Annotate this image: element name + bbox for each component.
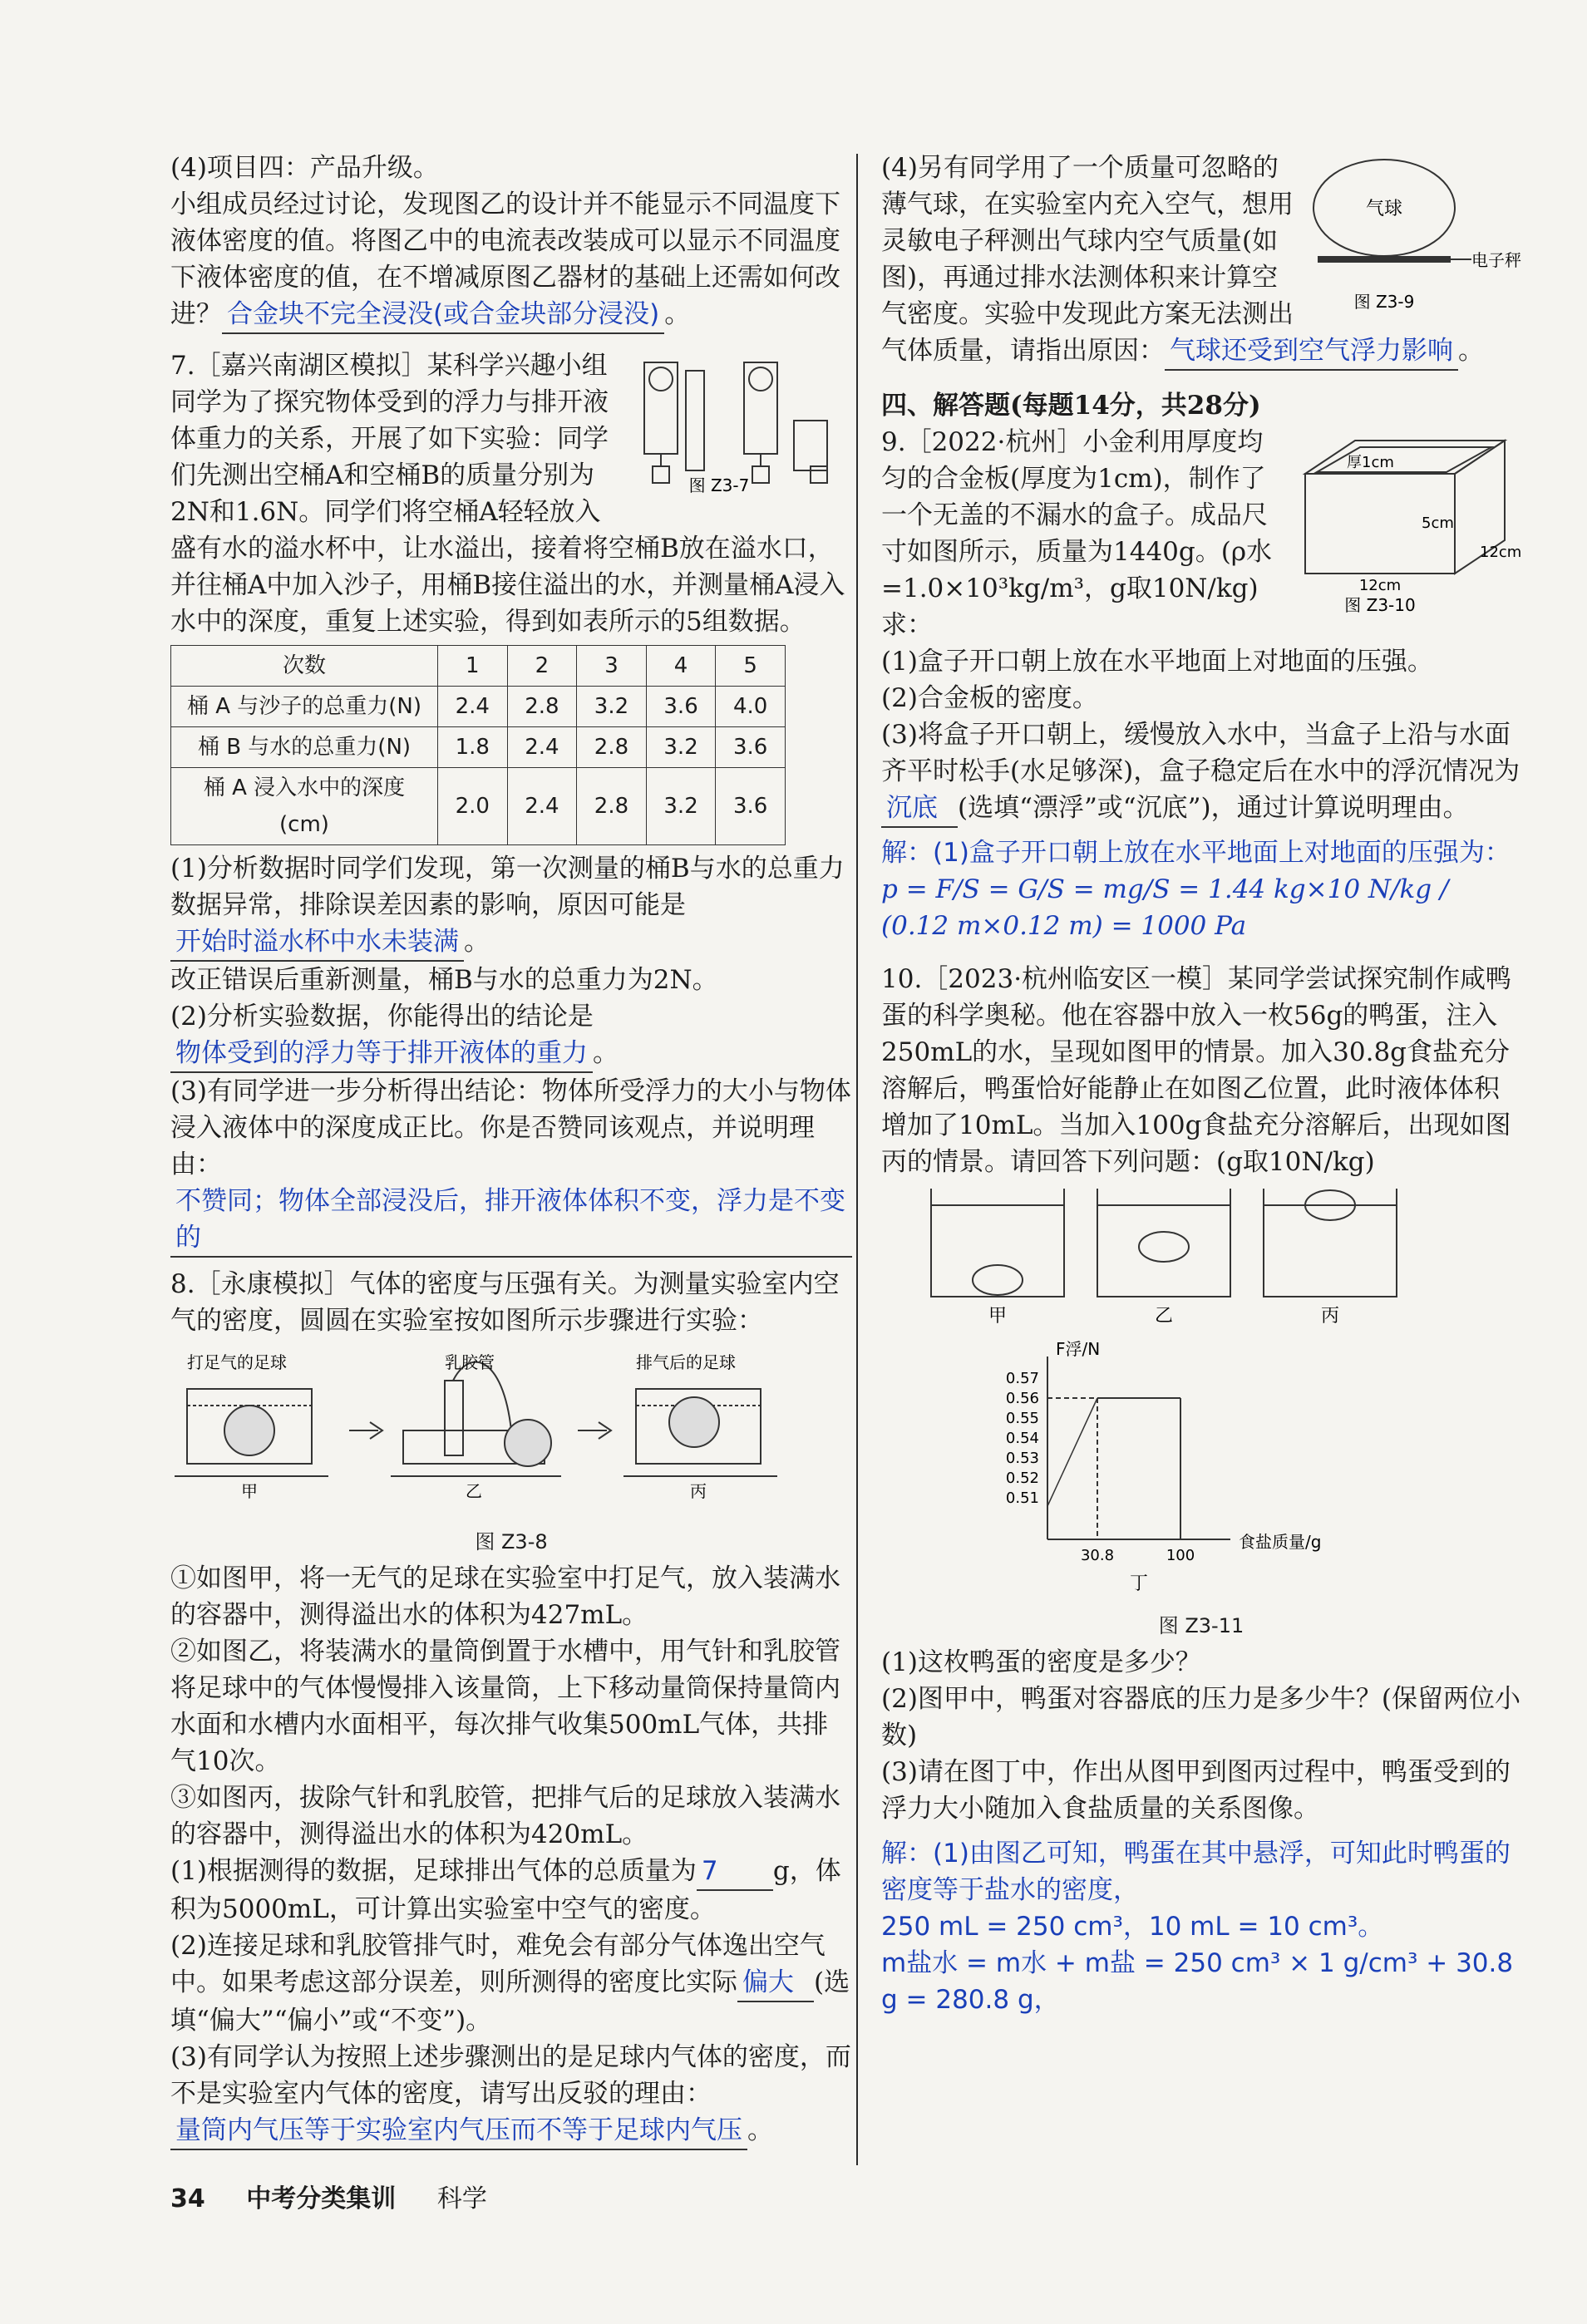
fig-z3-7-caption: 图 Z3-7 xyxy=(688,475,750,495)
q8-step3: ③如图丙，拔除气针和乳胶管，把排气后的足球放入装满水的容器中，测得溢出水的体积为420mL。 xyxy=(170,1783,840,1849)
q8-2-answer: 偏大 xyxy=(737,1964,814,2002)
box-height-label: 5cm xyxy=(1422,515,1454,532)
graph-ytick: 0.57 xyxy=(1005,1370,1039,1387)
fig-z3-9-caption: 图 Z3-9 xyxy=(1353,292,1415,312)
subject-label: 科学 xyxy=(436,2184,487,2213)
q8-step2: ②如图乙，将装满水的量筒倒置于水槽中，用气针和乳胶管将足球中的气体慢慢排入该量筒，上下移动量筒保持量筒内水面和水槽内水面相平，每次排气收集500mL气体，共排气10次。 xyxy=(170,1637,840,1776)
q7-1-answer: 开始时溢水杯中水未装满 xyxy=(170,923,464,962)
graph-ytick: 0.53 xyxy=(1005,1450,1039,1467)
q8-head: 8.［永康模拟］气体的密度与压强有关。为测量实验室内空气的密度，圆圆在实验室按如图所示步骤进行实验： xyxy=(170,1269,840,1336)
q8-1-answer: 7 xyxy=(697,1853,773,1891)
scale-label: 电子秤 xyxy=(1471,250,1521,270)
book-title: 中考分类集训 xyxy=(246,2184,397,2213)
fig-z3-8-caption: 图 Z3-8 xyxy=(475,1530,548,1553)
figure-z3-8 xyxy=(170,1339,802,1514)
q10-1: (1)这枚鸭蛋的密度是多少？ xyxy=(881,1647,1201,1677)
q9-3-answer: 沉底 xyxy=(881,790,958,828)
graph-ytick: 0.54 xyxy=(1005,1430,1039,1447)
fig8-label-bing: 丙 xyxy=(690,1481,707,1501)
fig-z3-11-caption: 图 Z3-11 xyxy=(1158,1614,1244,1637)
q10-3: (3)请在图丁中，作出从图甲到图丙过程中，鸭蛋受到的浮力大小随加入食盐质量的关系图像。 xyxy=(881,1757,1511,1824)
box-depth-label: 12cm xyxy=(1480,544,1521,561)
left-column xyxy=(170,150,852,2150)
table-row: 桶 A 与沙子的总重力(N) 2.4 2.8 3.2 3.6 4.0 xyxy=(171,687,786,727)
q9-2: (2)合金板的密度。 xyxy=(881,683,1098,713)
table-row: 桶 A 浸入水中的深度(cm) 2.0 2.4 2.8 3.2 3.6 xyxy=(171,768,786,845)
q7-3-answer: 不赞同；物体全部浸没后，排开液体体积不变，浮力是不变的 xyxy=(170,1183,852,1258)
graph-xlabel: 食盐质量/g xyxy=(1239,1532,1322,1552)
graph-ylabel: F浮/N xyxy=(1056,1340,1101,1359)
figure-z3-10 xyxy=(1289,424,1521,615)
q4-text: 小组成员经过讨论，发现图乙的设计并不能显示不同温度下液体密度的值。将图乙中的电流表改装成可以显示不同温度下液体密度的值，在不增减原图乙器材的基础上还需如何改进？ 合金块不完全浸没(或合金块部分浸没) 。 xyxy=(170,186,852,334)
q4b-answer: 气球还受到空气浮力影响 xyxy=(1165,332,1458,371)
graph-ytick: 0.55 xyxy=(1005,1410,1039,1427)
page-number: 34 xyxy=(170,2184,205,2213)
graph-xtick: 30.8 xyxy=(1080,1547,1115,1564)
q10-solution-line3: m盐水 = m水 + m盐 = 250 cm³ × 1 g/cm³ + 30.8 g = 280.8 g， xyxy=(881,1948,1514,2015)
q9-head: 9.［2022·杭州］小金利用厚度均匀的合金板(厚度为1cm)，制作了一个无盖的不漏水的盒子。成品尺寸如图所示，质量为1440g。(ρ水=1.0×10³kg/m³，g取10N/kg)求： xyxy=(881,427,1273,640)
q7-3: (3)有同学进一步分析得出结论：物体所受浮力的大小与物体浸入液体中的深度成正比。你是否赞同该观点，并说明理由：不赞同；物体全部浸没后，排开液体体积不变，浮力是不变的 xyxy=(170,1073,852,1258)
q7-table xyxy=(170,645,786,845)
q10-solution-line1: 解：(1)由图乙可知，鸭蛋在其中悬浮，可知此时鸭蛋的密度等于盐水的密度， xyxy=(881,1839,1511,1905)
q4b: (4)另有同学用了一个质量可忽略的薄气球，在实验室内充入空气，想用灵敏电子秤测出气球内空气质量(如图)，再通过排水法测体积来计算空气密度。实验中发现此方案无法测出气体质量，请指出原因： 气球还受到空气浮力影响 。 xyxy=(881,150,1521,371)
q8-3: (3)有同学认为按照上述步骤测出的是足球内气体的密度，而不是实验室内气体的密度，请写出反驳的理由：量筒内气压等于实验室内气压而不等于足球内气压 。 xyxy=(170,2039,852,2150)
q9-3: (3)将盒子开口朝上，缓慢放入水中，当盒子上沿与水面齐平时松手(水足够深)，盒子稳定后在水中的浮沉情况为沉底 (选填“漂浮”或“沉底”)，通过计算说明理由。 xyxy=(881,716,1521,828)
q8-2: (2)连接足球和乳胶管排气时，难免会有部分气体逸出空气中。如果考虑这部分误差，则所测得的密度比实际 偏大 (选填“偏大”“偏小”或“不变”)。 xyxy=(170,1931,850,2036)
q10-2: (2)图甲中，鸭蛋对容器底的压力是多少牛？(保留两位小数) xyxy=(881,1684,1521,1750)
graph-ytick: 0.56 xyxy=(1005,1390,1039,1407)
q9-1: (1)盒子开口朝上放在水平地面上对地面的压强。 xyxy=(881,647,1433,677)
fig-z3-10-caption: 图 Z3-10 xyxy=(1344,595,1416,615)
fig8-label-full-ball: 打足气的足球 xyxy=(187,1352,287,1372)
q4-title: (4)项目四：产品升级。 xyxy=(170,153,439,183)
q10-head: 10.［2023·杭州临安区一模］某同学尝试探究制作咸鸭蛋的科学奥秘。他在容器中放入一枚56g的鸭蛋，注入250mL的水，呈现如图甲的情景。加入30.8g食盐充分溶解后，鸭蛋恰好能静止在如图乙位置，此时液体体积增加了10mL。当加入100g食盐充分溶解后，出现如图丙的情景。请回答下列问题：(g取10N/kg) xyxy=(881,964,1512,1177)
column-divider xyxy=(856,154,858,2165)
graph-label-ding: 丁 xyxy=(1129,1573,1149,1594)
q8-step1: ①如图甲，将一无气的足球在实验室中打足气，放入装满水的容器中，测得溢出水的体积为427mL。 xyxy=(170,1563,840,1630)
fig8-label-yi: 乙 xyxy=(466,1481,482,1501)
graph-ytick: 0.52 xyxy=(1005,1470,1039,1487)
fig8-label-jia: 甲 xyxy=(241,1481,258,1501)
q7-1b: 改正错误后重新测量，桶B与水的总重力为2N。 xyxy=(170,965,718,995)
egg-label-yi: 乙 xyxy=(1154,1306,1174,1327)
q7-head: 7.［嘉兴南湖区模拟］某科学兴趣小组同学为了探究物体受到的浮力与排开液体重力的关系，开展了如下实验：同学们先测出空桶A和空桶B的质量分别为2N和1.6N。同学们将空桶A轻轻放入盛有水的溢水杯中，让水溢出，接着将空桶B放在溢水口，并往桶A中加入沙子，用桶B接住溢出的水，并测量桶A浸入水中的深度，重复上述实验，得到如表所示的5组数据。 xyxy=(170,351,845,637)
q4-answer: 合金块不完全浸没(或合金块部分浸没) xyxy=(222,296,664,334)
box-thickness-label: 厚1cm xyxy=(1347,454,1394,471)
q7-1: (1)分析数据时同学们发现，第一次测量的桶B与水的总重力数据异常，排除误差因素的影响，原因可能是开始时溢水杯中水未装满 。 xyxy=(170,850,852,962)
fig8-label-tube: 乳胶管 xyxy=(445,1352,495,1372)
figure-graph-ding xyxy=(981,1340,1363,1598)
q8-3-answer: 量筒内气压等于实验室内气压而不等于足球内气压 xyxy=(170,2112,747,2150)
q7-2-answer: 物体受到的浮力等于排开液体的重力 xyxy=(170,1035,593,1073)
q8-1: (1)根据测得的数据，足球排出气体的总质量为 7 g，体积为5000mL，可计算出实验室中空气的密度。 xyxy=(170,1853,852,1928)
balloon-label: 气球 xyxy=(1365,199,1403,219)
egg-label-jia: 甲 xyxy=(988,1306,1008,1327)
table-row: 次数 1 2 3 4 5 xyxy=(171,646,786,687)
figure-eggs xyxy=(914,1180,1447,1330)
section-4-title: 四、解答题(每题14分，共28分) xyxy=(881,391,1261,421)
egg-label-bing: 丙 xyxy=(1320,1306,1340,1327)
table-row: 桶 B 与水的总重力(N) 1.8 2.4 2.8 3.2 3.6 xyxy=(171,727,786,768)
graph-xtick: 100 xyxy=(1166,1547,1195,1564)
fig8-label-empty-ball: 排气后的足球 xyxy=(636,1352,736,1372)
figure-z3-9 xyxy=(1305,150,1521,332)
box-width-label: 12cm xyxy=(1358,577,1402,594)
figure-z3-7 xyxy=(628,354,852,495)
q9-solution-line1: 解：(1)盒子开口朝上放在水平地面上对地面的压强为： xyxy=(881,838,1511,868)
q7-2: (2)分析实验数据，你能得出的结论是物体受到的浮力等于排开液体的重力 。 xyxy=(170,998,852,1073)
q10-solution-line2: 250 mL = 250 cm³，10 mL = 10 cm³。 xyxy=(881,1912,1384,1942)
q9-solution-equation: p = F/S = G/S = mg/S = 1.44 kg×10 N/kg / (0.12 m×0.12 m) = 1000 Pa xyxy=(881,874,1449,941)
page-footer xyxy=(170,2178,487,2214)
graph-ytick: 0.51 xyxy=(1005,1489,1039,1507)
right-column xyxy=(881,150,1521,2018)
